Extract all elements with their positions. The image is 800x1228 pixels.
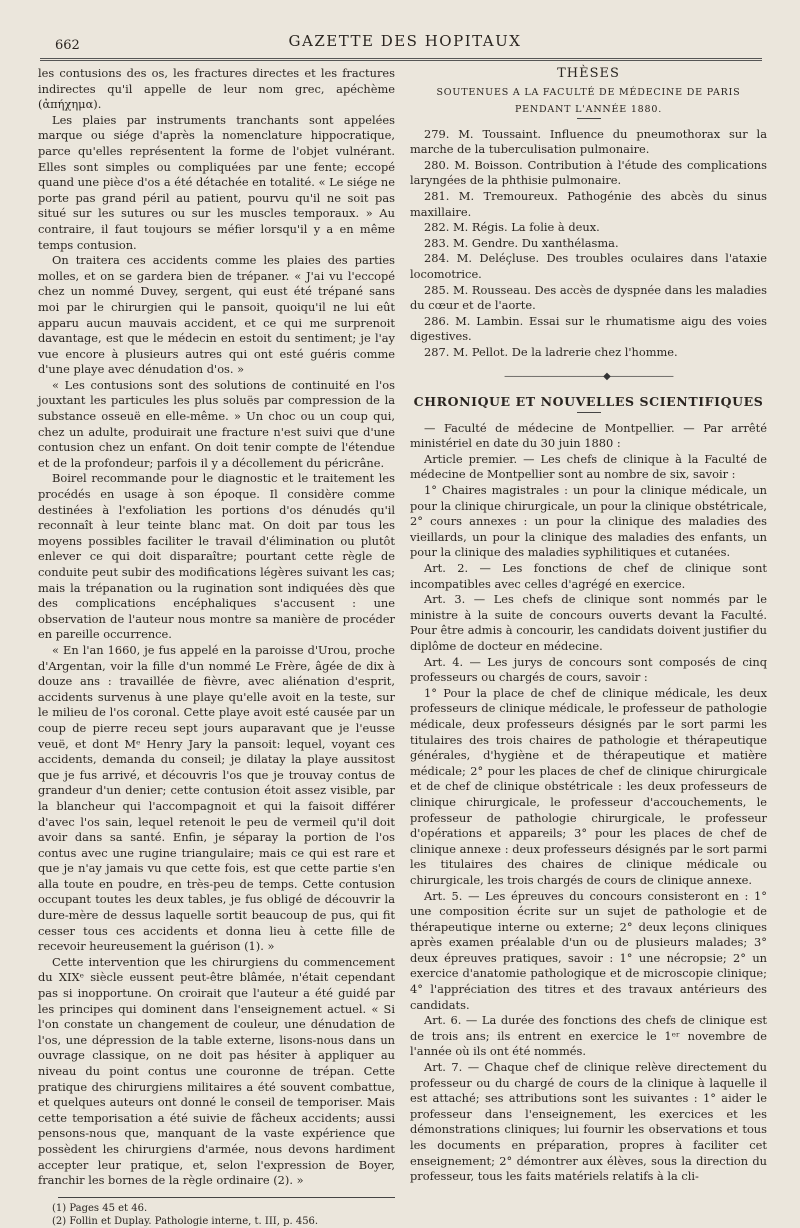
thesis-item: 283. M. Gendre. Du xanthélasma. — [424, 235, 619, 250]
thesis-item: 279. M. Toussaint. Influence du pneumothorax sur la marche de la tuberculisation pulmonaire. — [410, 126, 767, 157]
paragraph: « Les contusions sont des solutions de continuité en l'os jouxtant les particules les plus soluës par compression de la substance osseuë en elle-même. » Un choc ou un coup qui, chez un adulte, produirait une fracture n'est suivi que d'une contusion chez un enfant. On doit tenir compte de l'étendue et de la profondeur; parfois il y a décollement du péricrâne. — [38, 377, 395, 470]
footnote: (1) Pages 45 et 46. — [52, 1202, 148, 1214]
paragraph: Article premier. — Les chefs de clinique à la Faculté de médecine de Montpellier sont au nombre de six, savoir : — [410, 451, 767, 482]
paragraph: Art. 4. — Les jurys de concours sont composés de cinq professeurs ou chargés de cours, savoir : — [410, 654, 767, 685]
paragraph: Art. 2. — Les fonctions de chef de clinique sont incompatibles avec celles d'agrégé en exercice. — [410, 561, 767, 591]
footnote-rule — [58, 1197, 395, 1198]
paragraph: les contusions des os, les fractures directes et les fractures indirectes qu'il appelle de leur nom grec, apéchème (ἀπήχημα). — [38, 66, 395, 112]
theses-subtitle-2: PENDANT L'ANNÉE 1880. — [514, 103, 663, 115]
page-number: 662 — [55, 38, 80, 53]
section-heading: CHRONIQUE ET NOUVELLES SCIENTIFIQUES — [413, 394, 764, 410]
paragraph: Boirel recommande pour le diagnostic et le traitement les procédés en usage à son époque. Il considère comme destinées à l'exfoliation les portions d'os dénudés qu'il reconnaît à leur teinte blanc mat. On doit par tous les moyens possibles faciliter le travail d'élimination ou plutôt enlever ce qui doit disparaître; pourtant cette règle de conduite peut subir des modifications légères suivant les cas; mais la trépanation ou la rugination sont indiquées dès que des complications encéphaliques s'accusent : une observation de l'auteur nous montre sa manière de procéder en pareille occurrence. — [38, 471, 395, 642]
paragraph: Art. 7. — Chaque chef de clinique relève directement du professeur ou du chargé de cours de la clinique à laquelle il est attaché; ses attributions sont les suivantes : 1° aider le professeur dans l'enseignement, les exercices et les démonstrations cliniques; lui fournir les observations et tous les documents en préparation, propres à faciliter cet enseignement; 2° démontrer aux élèves, sous la direction du professeur, tous les faits matériels relatifs à la cli- — [410, 1060, 767, 1184]
paragraph: Art. 5. — Les épreuves du concours consisteront en : 1° une composition écrite sur un sujet de pathologie et de thérapeutique interne ou externe; 2° deux leçons cliniques après examen préalable d'un ou de plusieurs malades; 3° deux épreuves pratiques, savoir : 1° une nécropsie; 2° un exercice d'anatomie pathologique et de microscopie clinique; 4° l'appréciation des titres et des travaux antérieurs des candidats. — [410, 888, 767, 1012]
thesis-item: 284. M. Deléçluse. Des troubles oculaires dans l'ataxie locomotrice. — [410, 251, 767, 281]
paragraph: On traitera ces accidents comme les plaies des parties molles, et on se gardera bien de trépaner. « J'ai vu l'eccopé chez un nommé Duvey, sergent, qui eust été trépané sans moi par le chirurgien qui le pansoit, quoiqu'il ne lui eût apparu aucun mauvais accident, et ce qui me surprenoit davantage, est que le médecin en estoit du sentiment; je l'ay vue encore à plusieurs autres qui ont esté guéris comme d'une playe avec dénudation d'os. » — [38, 253, 395, 377]
paragraph: — Faculté de médecine de Montpellier. — Par arrêté ministériel en date du 30 juin 1880 : — [410, 420, 767, 451]
page-header — [55, 28, 755, 54]
journal-title: GAZETTE DES HOPITAUX — [288, 32, 522, 50]
paragraph: Art. 3. — Les chefs de clinique sont nommés par le ministre à la suite de concours ouverts devant la Faculté. Pour être admis à concourir, les candidats doivent justifier du diplôme de docteur en médecine. — [410, 592, 767, 653]
short-rule — [577, 118, 601, 119]
paragraph: 1° Chaires magistrales : un pour la clinique médicale, un pour la clinique chirurgicale, un pour la clinique obstétricale, 2° cours annexes : un pour la clinique des maladies des vieillards, un pour la clinique des maladies des enfants, un pour la clinique des maladies syphilitiques et cutanées. — [410, 483, 767, 560]
header-rule — [40, 58, 762, 61]
left-column — [38, 66, 395, 1228]
theses-subtitle-1: SOUTENUES A LA FACULTÉ DE MÉDECINE DE PARIS — [436, 86, 741, 98]
paragraph: « En l'an 1660, je fus appelé en la paroisse d'Urou, proche d'Argentan, voir la fille d'un nommé Le Frère, âgée de dix à douze ans : travaillée de fièvre, avec aliénation d'esprit, accidents survenus à une playe qu'elle avoit en la teste, sur le milieu de l'os coronal. Cette playe avoit esté causée par un coup de pierre receu sept jours auparavant que je l'eusse veuë, et dont Mᵉ Henry Jary la pansoit: lequel, voyant ces accidents, demanda du conseil; je dilatay la playe aussitost que je fus arrivé, et découvris l'os que je trouvay contus de grandeur d'un denier; cette contusion étoit assez visible, par la blancheur qui l'accompagnoit et qui la faisoit différer d'avec l'os sain, lequel retenoit le peu de vermeil qu'il doit avoir dans sa santé. Enfin, je séparay la portion de l'os contus avec une rugine triangulaire; mais ce qui est rare et que je n'ay jamais vu que cette fois, est que cette partie s'en alla toute en poudre, en très-peu de temps. Cette contusion occupant toutes les deux tables, je fus obligé de découvrir la dure-mère de dessus laquelle sortit beaucoup de pus, qui fit cesser tous ces accidents et donna lieu à cette fille de recevoir heureusement la guérison (1). » — [38, 642, 395, 954]
footnote: (2) Follin et Duplay. Pathologie interne, t. III, p. 456. — [52, 1215, 319, 1227]
thesis-item: 286. M. Lambin. Essai sur le rhumatisme aigu des voies digestives. — [410, 313, 767, 344]
thesis-item: 287. M. Pellot. De la ladrerie chez l'homme. — [424, 344, 678, 359]
paragraph: Art. 6. — La durée des fonctions des chefs de clinique est de trois ans; ils entrent en exercice le 1ᵉʳ novembre de l'année où ils ont été nommés. — [410, 1013, 767, 1059]
thesis-item: 280. M. Boisson. Contribution à l'étude des complications laryngées de la phthisie pulmonaire. — [410, 157, 767, 188]
thesis-item: 282. M. Régis. La folie à deux. — [424, 220, 600, 235]
paragraph: 1° Pour la place de chef de clinique médicale, les deux professeurs de clinique médicale, le professeur de pathologie médicale, deux professeurs désignés par le sort parmi les titulaires des trois chaires de pathologie et thérapeutique générales, d'hygiène et de thérapeutique et matière médicale; 2° pour les places de chef de clinique chirurgicale et de chef de clinique obstétricale : les deux professeurs de clinique chirurgicale, le professeur d'accouchements, le professeur de pathologie chirurgicale, le professeur d'opérations et appareils; 3° pour les places de chef de clinique annexe : deux professeurs désignés par le sort parmi les titulaires des chaires de clinique médicale ou chirurgicale, les trois chargés de cours de clinique annexe. — [410, 685, 767, 887]
right-column — [410, 66, 767, 1185]
paragraph: Cette intervention que les chirurgiens du commencement du XIXᵉ siècle eussent peut-être blâmée, n'était cependant pas si inopportune. On croirait que l'auteur a été guidé par les principes qui dominent dans l'enseignement actuel. « Si l'on constate un changement de couleur, une dénudation de l'os, une dépression de la table externe, lisons-nous dans un ouvrage classique, on ne doit pas hésiter à appliquer au niveau du point contus une couronne de trépan. Cette pratique des chirurgiens militaires a été souvent combattue, et quelques auteurs ont donné le conseil de temporiser. Mais cette temporisation a été suivie de fâcheux accidents; aussi pensons-nous que, manquant de la vaste expérience que possèdent les chirurgiens d'armée, nous devons hardiment accepter leur pratique, et, selon l'expression de Boyer, franchir les bornes de la règle ordinaire (2). » — [38, 954, 395, 1188]
thesis-item: 281. M. Tremoureux. Pathogénie des abcès du sinus maxillaire. — [410, 188, 767, 219]
short-rule — [577, 412, 601, 413]
ornamental-rule: ———————————◆——————— — [504, 370, 673, 382]
theses-title: THÈSES — [557, 66, 620, 81]
paragraph: Les plaies par instruments tranchants sont appelées marque ou siége d'après la nomenclature hippocratique, parce qu'elles représentent la forme de l'objet vulnérant. Elles sont simples ou compliquées par une fente; eccopé quand une pièce d'os a été détachée en totalité. « Le siége ne porte pas grand péril au patient, pourvu qu'il ne soit pas situé sur les sutures ou sur les muscles temporaux. » Au contraire, il faut toujours se méfier lorsqu'il y a en même temps contusion. — [38, 112, 395, 252]
thesis-item: 285. M. Rousseau. Des accès de dyspnée dans les maladies du cœur et de l'aorte. — [410, 282, 767, 313]
